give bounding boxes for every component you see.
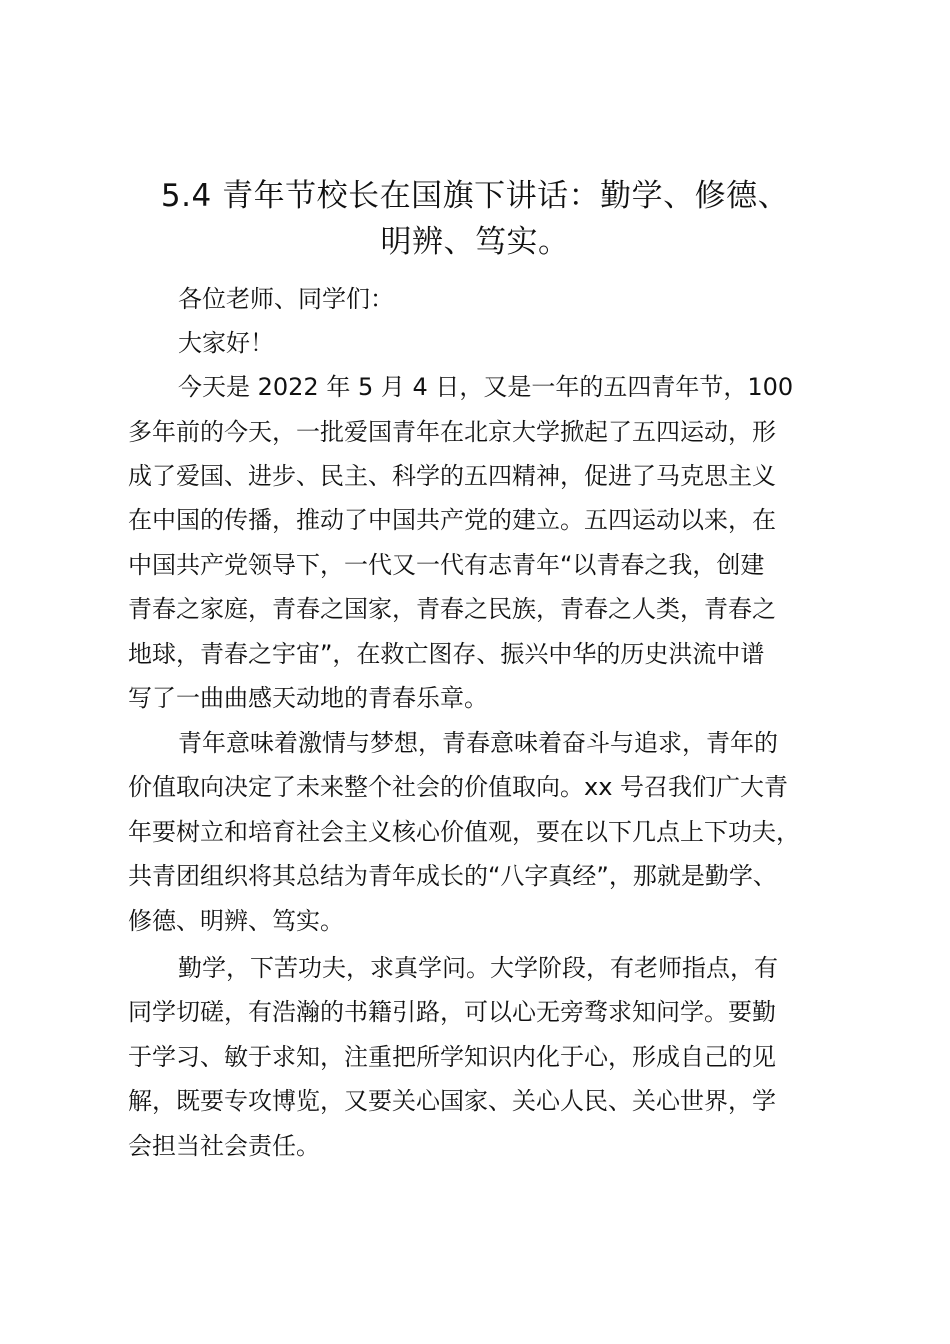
paragraph-3-line: 同学切磋，有浩瀚的书籍引路，可以心无旁骛求知问学。要勤 xyxy=(128,998,776,1026)
paragraph-1-line: 地球，青春之宇宙”，在救亡图存、振兴中华的历史洪流中谱 xyxy=(128,640,765,668)
paragraph-1-line: 成了爱国、进步、民主、科学的五四精神，促进了马克思主义 xyxy=(128,462,776,490)
paragraph-1-line: 青春之家庭，青春之国家，青春之民族，青春之人类，青春之 xyxy=(128,595,776,623)
paragraph-2-line: 修德、明辨、笃实。 xyxy=(128,907,344,935)
paragraph-2-line: 共青团组织将其总结为青年成长的“八字真经”，那就是勤学、 xyxy=(128,862,777,890)
paragraph-3-line: 勤学，下苦功夫，求真学问。大学阶段，有老师指点，有 xyxy=(178,954,778,982)
document-title-line-2: 明辨、笃实。 xyxy=(380,224,570,260)
paragraph-2-line: 价值取向决定了未来整个社会的价值取向。xx 号召我们广大青 xyxy=(128,773,789,801)
paragraph-3-line: 解，既要专攻博览，又要关心国家、关心人民、关心世界，学 xyxy=(128,1087,776,1115)
paragraph-3-line: 于学习、敏于求知，注重把所学知识内化于心，形成自己的见 xyxy=(128,1043,776,1071)
paragraph-1-line: 在中国的传播，推动了中国共产党的建立。五四运动以来，在 xyxy=(128,506,776,534)
greeting: 大家好！ xyxy=(178,329,274,357)
paragraph-1-line: 写了一曲曲感天动地的青春乐章。 xyxy=(128,684,488,712)
paragraph-2-line: 青年意味着激情与梦想，青春意味着奋斗与追求，青年的 xyxy=(178,729,778,757)
paragraph-1-line: 多年前的今天，一批爱国青年在北京大学掀起了五四运动，形 xyxy=(128,418,776,446)
paragraph-1-line: 中国共产党领导下，一代又一代有志青年“以青春之我，创建 xyxy=(128,551,765,579)
document-title-line-1: 5.4 青年节校长在国旗下讲话：勤学、修德、 xyxy=(160,178,790,214)
paragraph-1-line: 今天是 2022 年 5 月 4 日，又是一年的五四青年节，100 xyxy=(178,373,794,401)
salutation: 各位老师、同学们： xyxy=(178,285,394,313)
paragraph-2-line: 年要树立和培育社会主义核心价值观，要在以下几点上下功夫， xyxy=(128,818,800,846)
paragraph-3-line: 会担当社会责任。 xyxy=(128,1132,320,1160)
